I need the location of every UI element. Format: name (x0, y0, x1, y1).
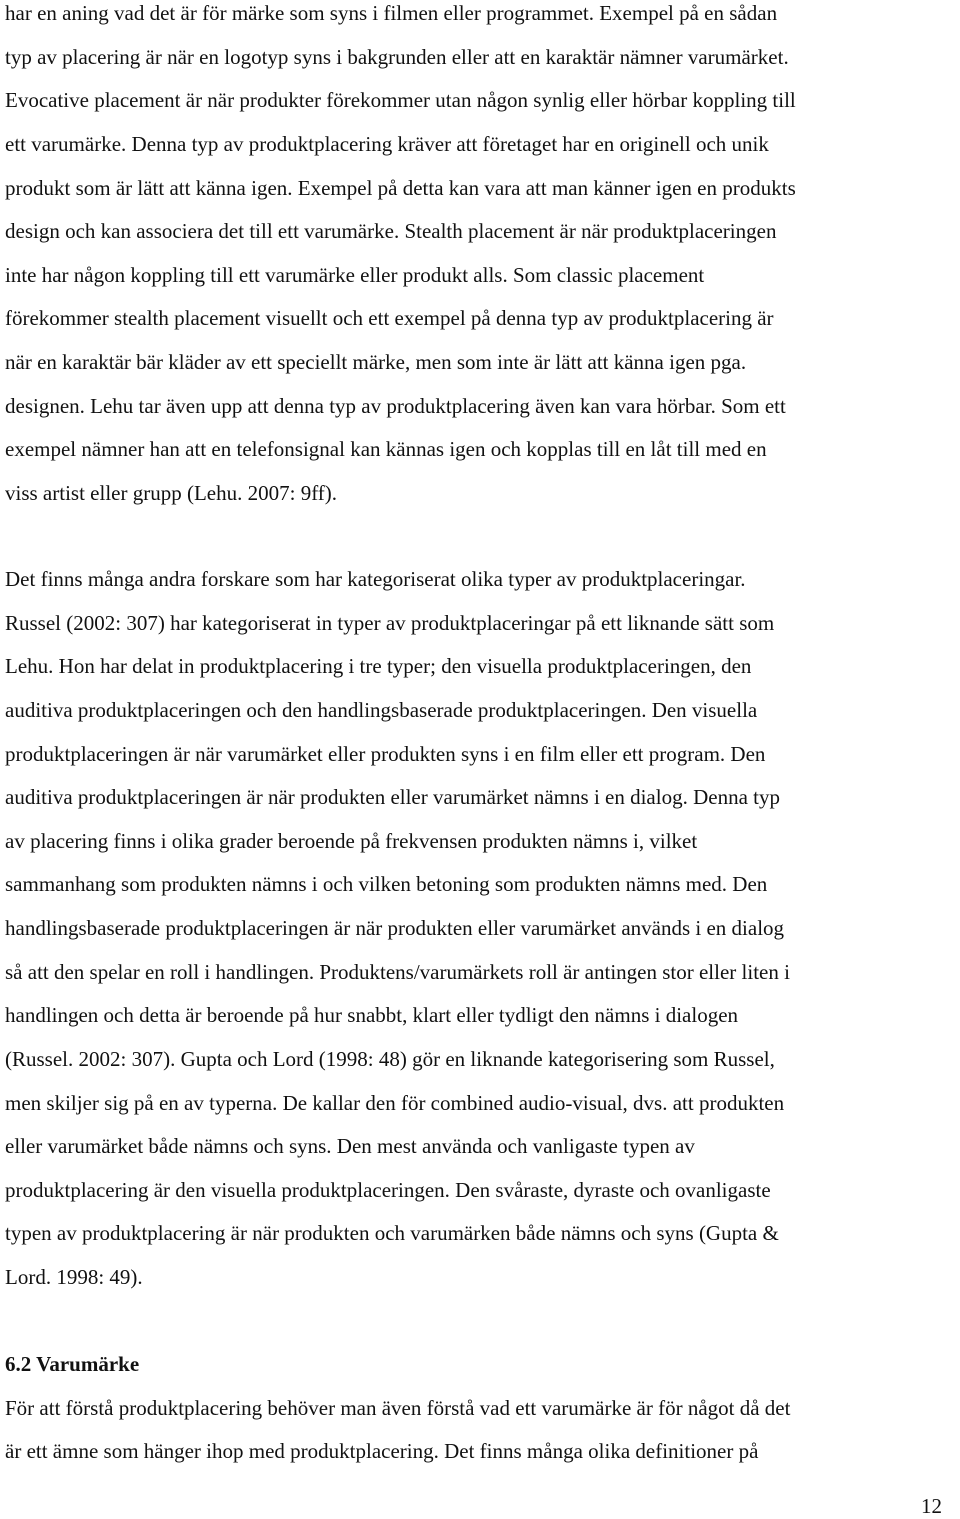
text-line: sammanhang som produkten nämns i och vilken betoning som produkten nämns med. Den (5, 872, 768, 896)
text-line: inte har någon koppling till ett varumärke eller produkt alls. Som classic placement (5, 263, 705, 287)
text-line: Lord. 1998: 49). (5, 1265, 143, 1289)
text-line: förekommer stealth placement visuellt och ett exempel på denna typ av produktplacering är (5, 306, 774, 330)
text-line: Russel (2002: 307) har kategoriserat in typer av produktplaceringar på ett liknande sätt som (5, 611, 775, 635)
text-line: av placering finns i olika grader beroende på frekvensen produkten nämns i, vilket (5, 829, 698, 853)
text-line: men skiljer sig på en av typerna. De kallar den för combined audio-visual, dvs. att produkten (5, 1091, 785, 1115)
text-line: handlingen och detta är beroende på hur snabbt, klart eller tydligt den nämns i dialogen (5, 1003, 739, 1027)
text-line: produktplaceringen är när varumärket eller produkten syns i en film eller ett program. Den (5, 742, 766, 766)
section-heading: 6.2 Varumärke (5, 1352, 140, 1376)
text-line: Lehu. Hon har delat in produktplacering i tre typer; den visuella produktplaceringen, den (5, 654, 752, 678)
text-line: Evocative placement är när produkter förekommer utan någon synlig eller hörbar koppling till (5, 88, 796, 112)
text-line: auditiva produktplaceringen och den handlingsbaserade produktplaceringen. Den visuella (5, 698, 758, 722)
text-line: designen. Lehu tar även upp att denna typ av produktplacering även kan vara hörbar. Som ett (5, 394, 786, 418)
text-line: eller varumärket både nämns och syns. Den mest använda och vanligaste typen av (5, 1134, 695, 1158)
text-line: auditiva produktplaceringen är när produkten eller varumärket nämns i en dialog. Denna typ (5, 785, 780, 809)
page-number: 12 (921, 1494, 942, 1518)
text-line: viss artist eller grupp (Lehu. 2007: 9ff). (5, 481, 338, 505)
text-line: har en aning vad det är för märke som syns i filmen eller programmet. Exempel på en sådan (5, 1, 778, 25)
text-line: när en karaktär bär kläder av ett speciellt märke, men som inte är lätt att känna igen pga. (5, 350, 747, 374)
text-line: För att förstå produktplacering behöver man även förstå vad ett varumärke är för något då det (5, 1396, 791, 1420)
text-line: exempel nämner han att en telefonsignal kan kännas igen och kopplas till en låt till med en (5, 437, 767, 461)
text-line: produktplacering är den visuella produktplaceringen. Den svåraste, dyraste och ovanligaste (5, 1178, 771, 1202)
text-line: så att den spelar en roll i handlingen. Produktens/varumärkets roll är antingen stor eller liten i (5, 960, 790, 984)
text-line: Det finns många andra forskare som har kategoriserat olika typer av produktplaceringar. (5, 567, 746, 591)
text-line: produkt som är lätt att känna igen. Exempel på detta kan vara att man känner igen en produkts (5, 176, 796, 200)
text-line: typ av placering är när en logotyp syns i bakgrunden eller att en karaktär nämner varumärket. (5, 45, 789, 69)
text-line: handlingsbaserade produktplaceringen är när produkten eller varumärket används i en dialog (5, 916, 785, 940)
text-line: ett varumärke. Denna typ av produktplacering kräver att företaget har en originell och unik (5, 132, 769, 156)
text-line: typen av produktplacering är när produkten och varumärken både nämns och syns (Gupta & (5, 1221, 779, 1245)
text-line: är ett ämne som hänger ihop med produktplacering. Det finns många olika definitioner på (5, 1439, 759, 1463)
text-line: design och kan associera det till ett varumärke. Stealth placement är när produktplaceringen (5, 219, 777, 243)
text-line: (Russel. 2002: 307). Gupta och Lord (1998: 48) gör en liknande kategorisering som Russel, (5, 1047, 775, 1071)
